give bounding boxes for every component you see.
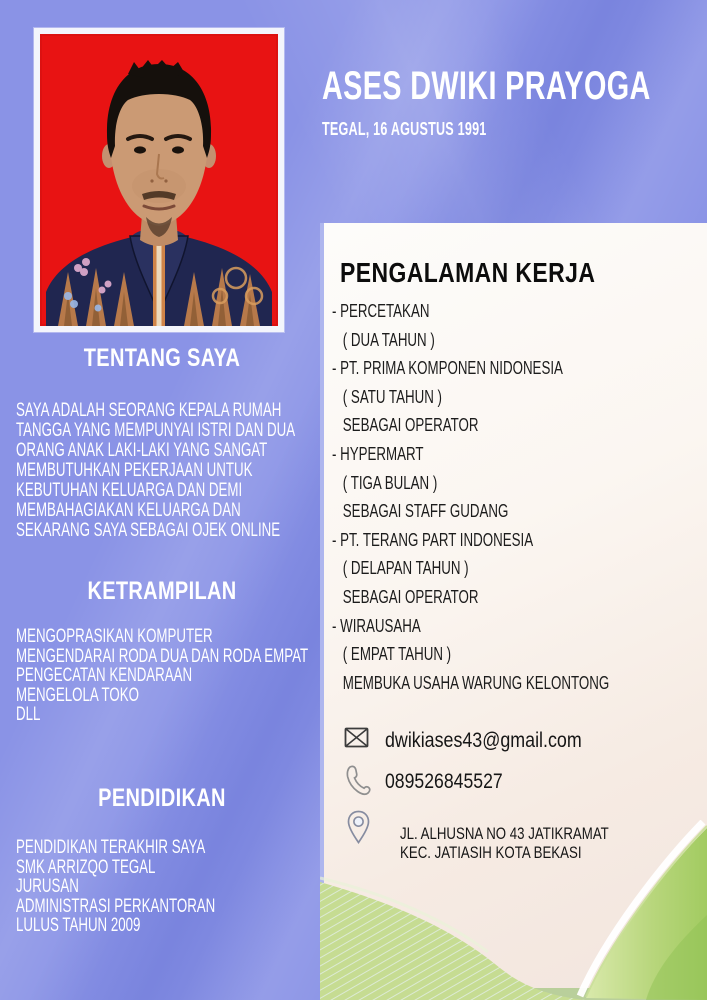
phone-icon — [344, 764, 371, 796]
address-line: JL. ALHUSNA NO 43 JATIKRAMAT — [400, 824, 609, 843]
experience-line: SEBAGAI OPERATOR — [342, 414, 479, 436]
experience-line: SEBAGAI STAFF GUDANG — [342, 500, 509, 522]
education-line: SMK ARRIZQO TEGAL — [16, 856, 156, 878]
skill-item: MENGENDARAI RODA DUA DAN RODA EMPAT — [16, 645, 309, 667]
experience-line: SEBAGAI OPERATOR — [342, 585, 479, 607]
envelope-icon — [344, 727, 369, 748]
education-line: PENDIDIKAN TERAKHIR SAYA — [16, 837, 206, 858]
phone-value: 089526845527 — [385, 770, 503, 793]
about-line: KEBUTUHAN KELUARGA DAN DEMI — [16, 480, 243, 501]
experience-line: - HYPERMART — [332, 442, 424, 464]
profile-photo — [34, 28, 284, 332]
experience-line: ( TIGA BULAN ) — [342, 471, 438, 493]
experience-line: MEMBUKA USAHA WARUNG KELONTONG — [342, 671, 610, 693]
person-name: ASES DWIKI PRAYOGA — [322, 64, 651, 108]
skill-item: PENGECATAN KENDARAAN — [16, 665, 193, 686]
about-line: SEKARANG SAYA SEBAGAI OJEK ONLINE — [16, 520, 281, 541]
about-line: MEMBAHAGIAKAN KELUARGA DAN — [16, 500, 241, 521]
experience-line: ( SATU TAHUN ) — [342, 385, 442, 407]
skills-section-title: KETRAMPILAN — [87, 577, 237, 605]
education-line: JURUSAN — [16, 876, 79, 897]
education-section-title: PENDIDIKAN — [98, 784, 226, 812]
experience-line: ( DELAPAN TAHUN ) — [342, 557, 469, 579]
address-line: KEC. JATIASIH KOTA BEKASI — [400, 843, 582, 862]
experience-list — [332, 297, 609, 697]
experience-line: - PT. PRIMA KOMPONEN NIDONESIA — [332, 357, 563, 379]
experience-line: - WIRAUSAHA — [332, 614, 421, 636]
skill-item: DLL — [16, 704, 41, 725]
skill-item: MENGOPRASIKAN KOMPUTER — [16, 626, 213, 647]
education-line: ADMINISTRASI PERKANTORAN — [16, 895, 216, 917]
experience-line: ( DUA TAHUN ) — [342, 328, 435, 350]
education-line: LULUS TAHUN 2009 — [16, 915, 141, 936]
location-pin-icon — [347, 810, 370, 845]
email-value: dwikiases43@gmail.com — [385, 729, 582, 752]
about-line: TANGGA YANG MEMPUNYAI ISTRI DAN DUA — [16, 420, 296, 441]
about-line: MEMBUTUHKAN PEKERJAAN UNTUK — [16, 460, 253, 481]
experience-line: - PT. TERANG PART INDONESIA — [332, 528, 534, 550]
about-text — [16, 401, 295, 541]
about-line: SAYA ADALAH SEORANG KEPALA RUMAH — [16, 400, 282, 421]
experience-section-title: PENGALAMAN KERJA — [340, 257, 596, 288]
birthplace-date: TEGAL, 16 AGUSTUS 1991 — [322, 119, 487, 139]
about-line: ORANG ANAK LAKI-LAKI YANG SANGAT — [16, 440, 268, 461]
experience-line: ( EMPAT TAHUN ) — [342, 643, 452, 665]
skill-item: MENGELOLA TOKO — [16, 684, 139, 706]
about-section-title: TENTANG SAYA — [83, 344, 241, 372]
skills-list — [16, 627, 308, 725]
experience-line: - PERCETAKAN — [332, 300, 430, 321]
education-list — [16, 838, 215, 936]
portrait-illustration — [40, 34, 278, 326]
address-value — [400, 824, 609, 862]
